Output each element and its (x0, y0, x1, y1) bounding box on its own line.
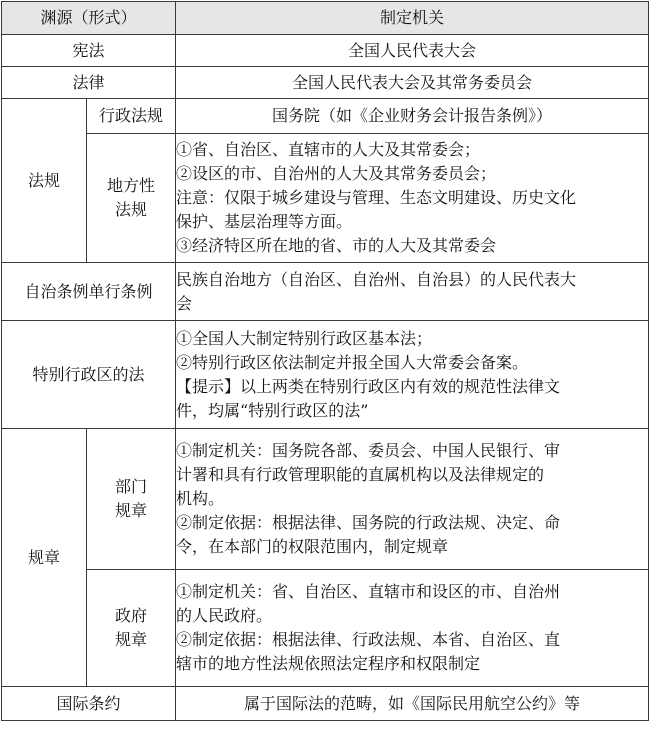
row-department-rules (2, 429, 649, 570)
row-law (2, 67, 649, 99)
source-law: 法律 (2, 67, 176, 99)
header-authority: 制定机关 (176, 2, 649, 35)
text-line: 注意：仅限于城乡建设与管理、生态文明建设、历史文化 (176, 188, 577, 207)
text-line: 民族自治地方（自治区、自治州、自治县）的人民代表大 (176, 269, 577, 289)
row-autonomous-regulations (2, 263, 649, 321)
department-rules-label-line2: 规章 (115, 501, 148, 520)
text-line: ③经济特区所在地的省、市的人大及其常委会 (176, 236, 497, 255)
header-row (2, 2, 649, 35)
text-line: 计署和具有行政管理职能的直属机构以及法律规定的 (176, 465, 545, 484)
text-line: ②制定依据：根据法律、国务院的行政法规、决定、命 (176, 513, 561, 532)
government-rules-label-line2: 规章 (115, 630, 148, 649)
authority-department-rules (176, 429, 649, 570)
source-sar-law: 特别行政区的法 (2, 321, 176, 429)
text-line: 的人民政府。 (176, 606, 273, 625)
text-line: ①省、自治区、直辖市的人大及其常委会； (176, 140, 481, 159)
header-source: 渊源（形式） (2, 2, 176, 35)
text-line: 辖市的地方性法规依照法定程序和权限制定 (176, 654, 481, 673)
text-line: ①全国人大制定特别行政区基本法； (176, 328, 433, 348)
source-department-rules (87, 429, 176, 570)
source-government-rules (87, 570, 176, 687)
text-line: 会 (176, 293, 193, 313)
source-regulations: 法规 (2, 99, 87, 263)
source-autonomous-regulations: 自治条例单行条例 (2, 263, 176, 321)
source-local-regulations (87, 134, 176, 263)
law-sources-table (1, 1, 649, 721)
text-line: ②特别行政区依法制定并报全国人大常委会备案。 (176, 352, 529, 372)
department-rules-label-line1: 部门 (115, 477, 148, 496)
authority-autonomous-regulations (176, 263, 649, 321)
row-sar-law (2, 321, 649, 429)
text-line: 保护、基层治理等方面。 (176, 212, 353, 231)
government-rules-label-line1: 政府 (115, 606, 148, 625)
row-local-regulations (2, 134, 649, 263)
source-constitution: 宪法 (2, 35, 176, 67)
authority-administrative-regulations: 国务院（如《企业财务会计报告条例》） (176, 99, 649, 134)
authority-sar-law (176, 321, 649, 429)
authority-international-treaty: 属于国际法的范畴，如《国际民用航空公约》等 (176, 687, 649, 721)
local-regulations-label-line1: 地方性 (107, 176, 156, 195)
row-international-treaty (2, 687, 649, 721)
text-line: 件，均属“特别行政区的法” (176, 400, 369, 420)
authority-government-rules (176, 570, 649, 687)
row-administrative-regulations (2, 99, 649, 134)
text-line: 令，在本部门的权限范围内，制定规章 (176, 537, 449, 556)
row-constitution (2, 35, 649, 67)
local-regulations-label-line2: 法规 (115, 200, 148, 219)
text-line: ②制定依据：根据法律、行政法规、本省、自治区、直 (176, 630, 561, 649)
authority-constitution: 全国人民代表大会 (176, 35, 649, 67)
source-administrative-regulations: 行政法规 (87, 99, 176, 134)
row-government-rules (2, 570, 649, 687)
source-international-treaty: 国际条约 (2, 687, 176, 721)
text-line: 机构。 (176, 489, 225, 508)
text-line: ①制定机关：省、自治区、直辖市和设区的市、自治州 (176, 582, 561, 601)
text-line: 【提示】以上两类在特别行政区内有效的规范性法律文 (176, 376, 561, 396)
authority-law: 全国人民代表大会及其常务委员会 (176, 67, 649, 99)
text-line: ②设区的市、自治州的人大及其常务委员会； (176, 164, 497, 183)
authority-local-regulations (176, 134, 649, 263)
text-line: ①制定机关：国务院各部、委员会、中国人民银行、审 (176, 441, 561, 460)
source-rules: 规章 (2, 429, 87, 687)
